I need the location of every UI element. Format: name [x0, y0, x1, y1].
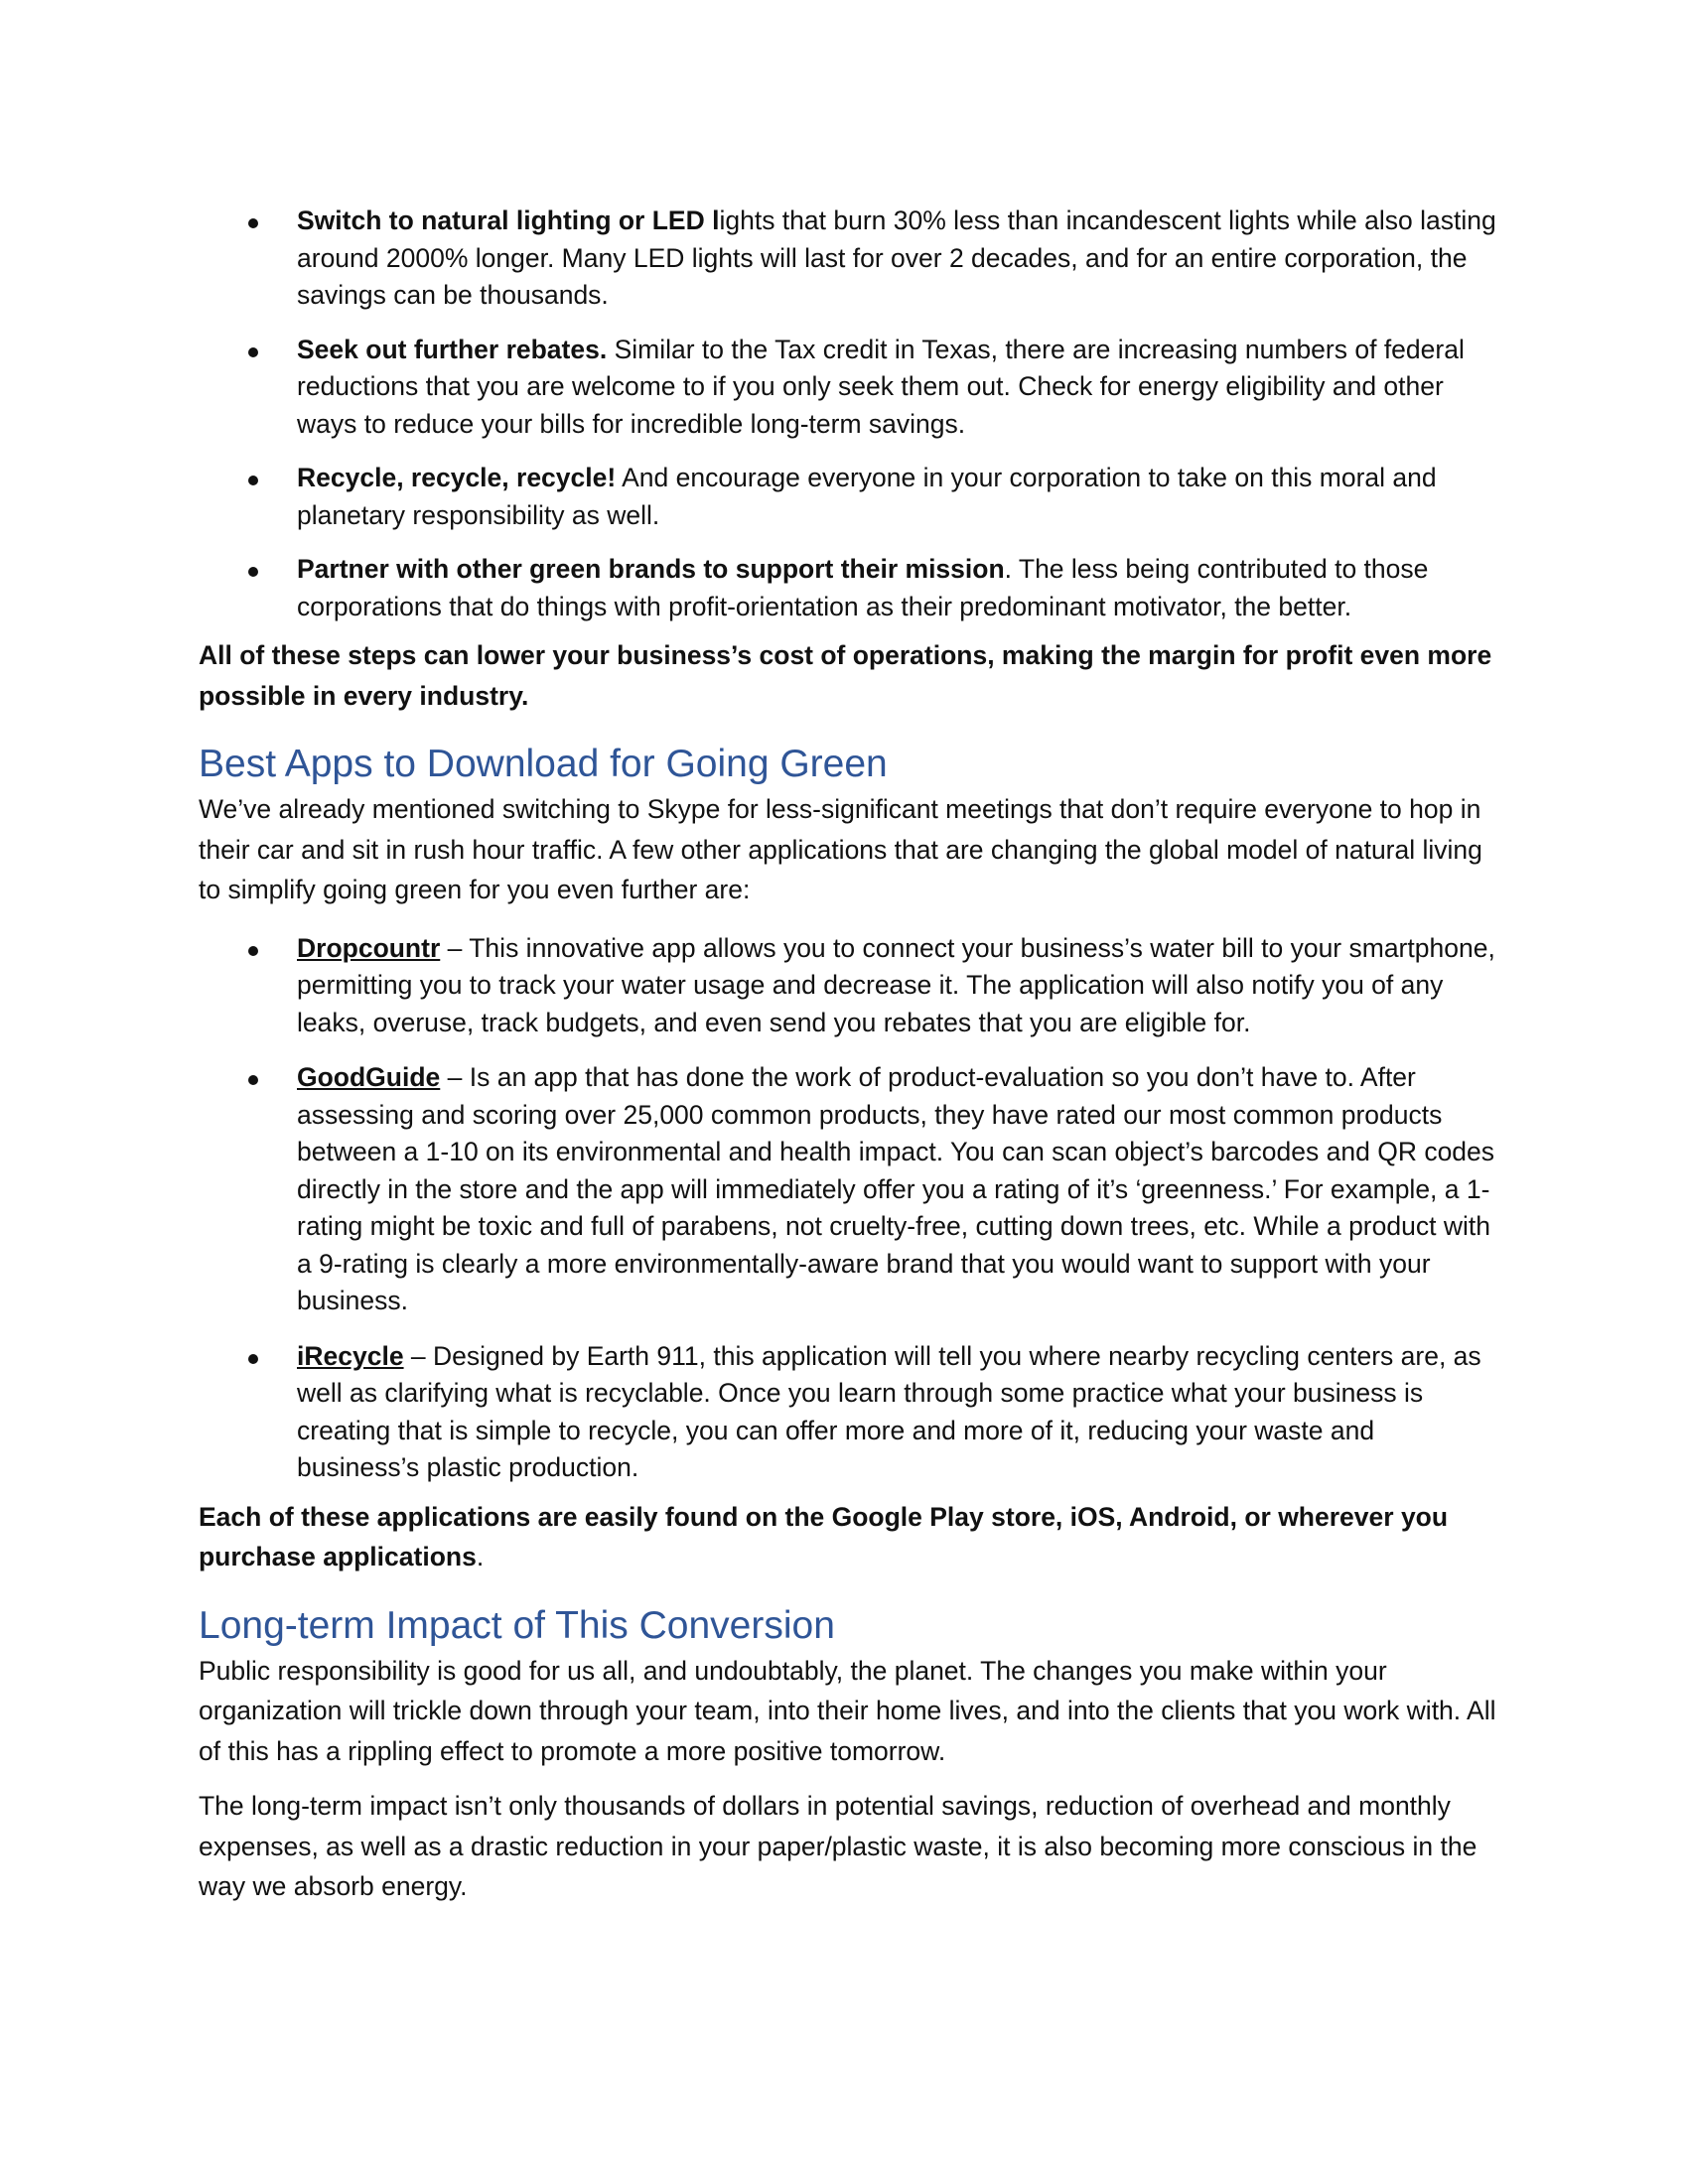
apps-list — [199, 930, 1499, 1487]
app-description: – Is an app that has done the work of product-evaluation so you don’t have to. After assessing and scoring over 25,000 common products, they have rated our most common products between a 1-10 on its environmental and health impact. You can scan object’s barcodes and QR codes directly in the store and the app will immediately offer you a rating of it’s ‘greenness.’ For example, a 1-rating might be toxic and full of parabens, not cruelty-free, cutting down trees, etc. While a product with a 9-rating is clearly a more environmentally-aware brand that you would want to support with your business. — [297, 1062, 1495, 1315]
bullet-icon — [248, 476, 258, 485]
bullet-icon — [248, 946, 258, 956]
app-link-dropcountr[interactable]: Dropcountr — [297, 932, 441, 963]
tip-lead: Recycle, recycle, recycle! — [297, 463, 617, 492]
app-link-goodguide[interactable]: GoodGuide — [297, 1062, 441, 1092]
bullet-icon — [248, 347, 258, 357]
impact-paragraph-1: Public responsibility is good for us all, and undoubtably, the planet. The changes you make within your organization will trickle down through your team, into their home lives, and into the clients that you work with. All of this has a rippling effect to promote a more positive tomorrow. — [199, 1655, 1496, 1766]
app-link-irecycle[interactable]: iRecycle — [297, 1340, 404, 1371]
tip-lead: Switch to natural lighting or LED l — [297, 205, 720, 235]
list-item — [199, 203, 1499, 315]
apps-summary-paragraph — [199, 1497, 1499, 1577]
bullet-icon — [248, 218, 258, 228]
apps-summary-text: Each of these applications are easily found on the Google Play store, iOS, Android, or wherever you purchase applications — [199, 1501, 1449, 1571]
list-item — [199, 332, 1499, 444]
apps-intro-paragraph: We’ve already mentioned switching to Skype for less-significant meetings that don’t require everyone to hop in their car and sit in rush hour traffic. A few other applications that are changing the global model of natural living to simplify going green for you even further are: — [199, 794, 1482, 904]
list-item — [199, 551, 1499, 625]
tip-text: And encourage everyone in your corporation to take on this moral and planetary responsibility as well. — [297, 463, 1437, 530]
tip-text: Similar to the Tax credit in Texas, there are increasing numbers of federal reductions that you are welcome to if you only seek them out. Check for energy eligibility and other ways to reduce your bills for incredible long-term savings. — [297, 334, 1465, 439]
list-item — [199, 930, 1499, 1042]
document-page — [199, 199, 1499, 1907]
section-heading-apps: Best Apps to Download for Going Green — [199, 743, 888, 785]
app-description: – Designed by Earth 911, this application will tell you where nearby recycling centers are, as well as clarifying what is recyclable. Once you learn through some practice what your business is creating that is simple to recycle, you can offer more and more of it, reducing your waste and business’s plastic production. — [297, 1340, 1481, 1482]
list-item — [199, 460, 1499, 534]
bullet-icon — [248, 567, 258, 577]
section-heading-impact: Long-term Impact of This Conversion — [199, 1603, 835, 1647]
summary-paragraph: All of these steps can lower your business’s cost of operations, making the margin for profit even more possible in every industry. — [199, 640, 1492, 711]
bullet-icon — [248, 1075, 258, 1085]
impact-paragraph-2: The long-term impact isn’t only thousands of dollars in potential savings, reduction of overhead and monthly expenses, as well as a drastic reduction in your paper/plastic waste, it is also becoming more conscious in the way we absorb energy. — [199, 1791, 1477, 1901]
list-item — [199, 1059, 1499, 1320]
tip-lead: Partner with other green brands to support their mission — [297, 554, 1005, 584]
tip-lead: Seek out further rebates. — [297, 334, 608, 364]
tips-list — [199, 203, 1499, 625]
list-item — [199, 1338, 1499, 1487]
app-description: – This innovative app allows you to connect your business’s water bill to your smartphone, permitting you to track your water usage and decrease it. The application will also notify you of any leaks, overuse, track budgets, and even send you rebates that you are eligible for. — [297, 932, 1495, 1037]
bullet-icon — [248, 1354, 258, 1364]
apps-summary-end: . — [476, 1542, 485, 1571]
tip-text: ights that burn 30% less than incandescent lights while also lasting around 2000% longer. Many LED lights will last for over 2 decades, and for an entire corporation, the savings can be thousands. — [297, 205, 1496, 310]
tip-text: . The less being contributed to those corporations that do things with profit-orientation as their predominant motivator, the better. — [297, 554, 1429, 621]
